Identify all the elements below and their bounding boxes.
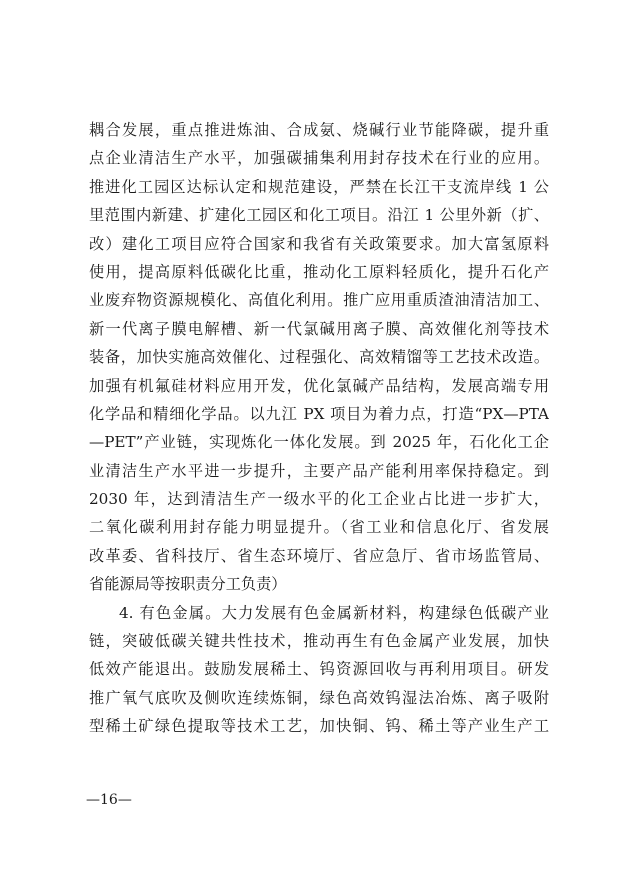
text-line: 使用，提高原料低碳化比重，推动化工原料轻质化，提升石化产 xyxy=(89,262,549,281)
text-line: 二氧化碳利用封存能力明显提升。（省工业和信息化厅、省发展 xyxy=(89,518,549,537)
text-line: 里范围内新建、扩建化工园区和化工项目。沿江 1 公里外新（扩、 xyxy=(89,206,549,225)
text-line: 2030 年，达到清洁生产一级水平的化工企业占比进一步扩大， xyxy=(89,490,549,509)
text-line: 化学品和精细化学品。以九江 PX 项目为着力点，打造“PX—PTA xyxy=(89,404,549,423)
text-line: —PET”产业链，实现炼化一体化发展。到 2025 年，石化化工企 xyxy=(89,433,549,452)
paragraph-nonferrous-metals xyxy=(89,599,549,741)
text-line: 推广氧气底吹及侧吹连续炼铜，绿色高效钨湿法冶炼、离子吸附 xyxy=(89,688,549,707)
text-line: 低效产能退出。鼓励发展稀土、钨资源回收与再利用项目。研发 xyxy=(89,660,549,679)
body-text xyxy=(89,116,549,741)
paragraph-petrochemical xyxy=(89,116,549,599)
text-line: 改革委、省科技厅、省生态环境厅、省应急厅、省市场监管局、 xyxy=(89,546,549,565)
text-line: 新一代离子膜电解槽、新一代氯碱用离子膜、高效催化剂等技术 xyxy=(89,319,549,338)
text-line: 型稀土矿绿色提取等技术工艺，加快铜、钨、稀土等产业生产工 xyxy=(89,717,549,736)
text-line: 装备，加快实施高效催化、过程强化、高效精馏等工艺技术改造。 xyxy=(89,348,549,367)
text-line: 推进化工园区达标认定和规范建设，严禁在长江干支流岸线 1 公 xyxy=(89,177,549,196)
text-line: 点企业清洁生产水平，加强碳捕集利用封存技术在行业的应用。 xyxy=(89,149,549,168)
page-number: —16— xyxy=(86,792,132,808)
text-line: 耦合发展，重点推进炼油、合成氨、烧碱行业节能降碳，提升重 xyxy=(89,121,549,139)
text-line: 链，突破低碳关键共性技术，推动再生有色金属产业发展，加快 xyxy=(89,632,549,651)
text-line: 加强有机氟硅材料应用开发，优化氯碱产品结构，发展高端专用 xyxy=(89,376,549,395)
text-line: 业清洁生产水平进一步提升，主要产品产能利用率保持稳定。到 xyxy=(89,461,549,480)
text-line: 业废弃物资源规模化、高值化利用。推广应用重质渣油清洁加工、 xyxy=(89,291,549,310)
text-line: 改）建化工项目应符合国家和我省有关政策要求。加大富氢原料 xyxy=(89,234,549,253)
text-line: 4. 有色金属。大力发展有色金属新材料，构建绿色低碳产业 xyxy=(119,603,549,622)
text-line: 省能源局等按职责分工负责） xyxy=(89,575,287,594)
